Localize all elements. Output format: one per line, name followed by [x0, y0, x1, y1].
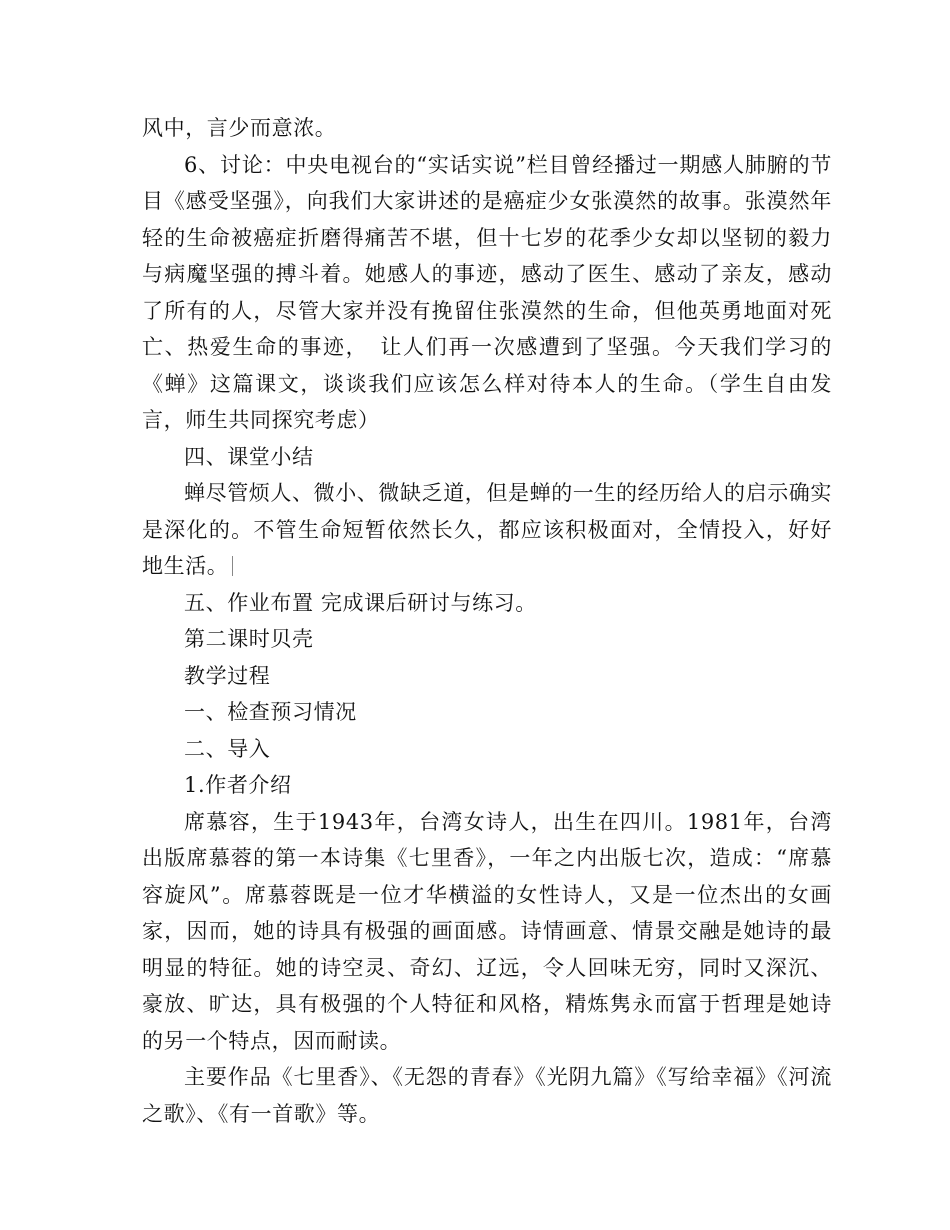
- heading-author-intro: 1.作者介绍: [184, 773, 292, 797]
- paragraph-summary: [142, 475, 832, 585]
- heading-check-preview: 一、检查预习情况: [184, 700, 357, 724]
- paragraph-major-works: 主要作品《七里香》、《无怨的青春》《光阴九篇》《写给幸福》《河流之歌》、《有一首歌》等。: [142, 1065, 832, 1126]
- paragraph-author-bio: 席慕容，生于1943年，台湾女诗人，出生在四川。1981年，台湾出版席慕蓉的第一本诗集《七里香》，一年之内出版七次，造成：“席慕容旋风”。席慕蓉既是一位才华横溢的女性诗人，又是一位杰出的女画家，因而，她的诗具有极强的画面感。诗情画意、情景交融是她诗的最明显的特征。她的诗空灵、奇幻、辽远，令人回味无穷，同时又深沉、豪放、旷达，具有极强的个人特征和风格，精炼隽永而富于哲理是她诗的另一个特点，因而耐读。: [142, 809, 832, 1053]
- heading-homework: 五、作业布置 完成课后研讨与练习。: [184, 590, 537, 615]
- heading-introduction: 二、导入: [184, 736, 271, 761]
- text-cursor: [232, 556, 233, 576]
- heading-teaching-process: 教学过程: [184, 663, 271, 688]
- paragraph-summary-text: 蝉尽管烦人、微小、微缺乏道，但是蝉的一生的经历给人的启示确实是深化的。不管生命短暂依然长久，都应该积极面对，全情投入，好好地生活。: [142, 481, 832, 578]
- document-body: [142, 110, 832, 1132]
- paragraph-discussion: 6、讨论：中央电视台的“实话实说”栏目曾经播过一期感人肺腑的节目《感受坚强》，向我们大家讲述的是癌症少女张漠然的故事。张漠然年轻的生命被癌症折磨得痛苦不堪，但十七岁的花季少女却以坚韧的毅力与病魔坚强的搏斗着。她感人的事迹，感动了医生、感动了亲友，感动了所有的人，尽管大家并没有挽留住张漠然的生命，但他英勇地面对死亡、热爱生命的事迹， 让人们再一次感遭到了坚强。今天我们学习的《蝉》这篇课文，谈谈我们应该怎么样对待本人的生命。（学生自由发言，师生共同探究考虑）: [142, 152, 832, 432]
- heading-class-summary: 四、课堂小结: [184, 444, 314, 469]
- paragraph-continuation: 风中，言少而意浓。: [142, 116, 337, 140]
- heading-second-lesson: 第二课时贝壳: [184, 627, 314, 651]
